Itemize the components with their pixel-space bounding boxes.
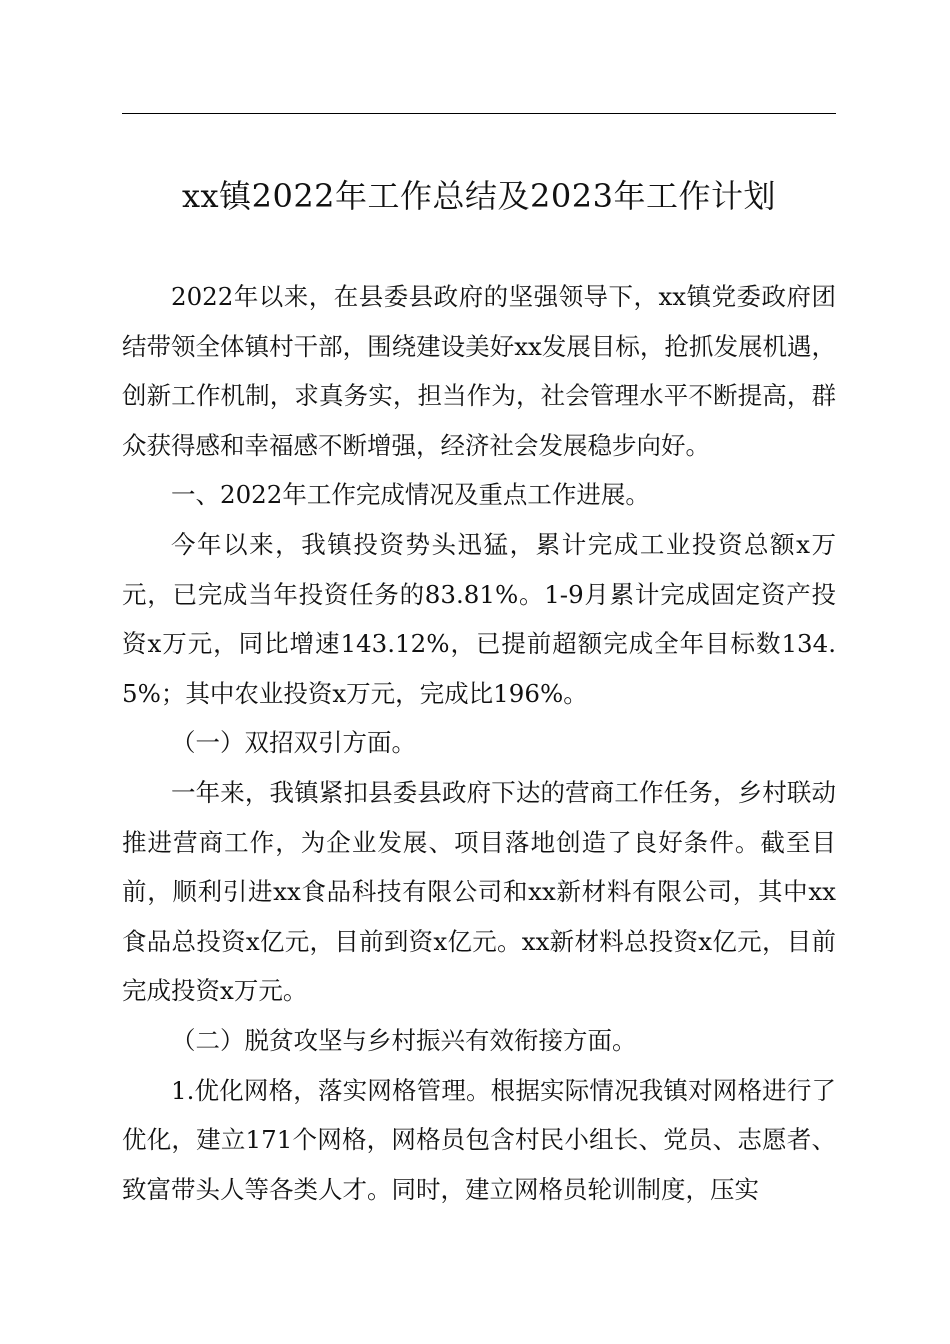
document-body <box>122 272 836 1214</box>
paragraph-intro: 2022年以来，在县委县政府的坚强领导下，xx镇党委政府团结带领全体镇村干部，围绕建设美好xx发展目标，抢抓发展机遇，创新工作机制，求真务实，担当作为，社会管理水平不断提高，群众获得感和幸福感不断增强，经济社会发展稳步向好。 <box>122 282 836 460</box>
paragraph-grid: 1.优化网格，落实网格管理。根据实际情况我镇对网格进行了优化，建立171个网格，网格员包含村民小组长、党员、志愿者、致富带头人等各类人才。同时，建立网格员轮训制度，压实 <box>122 1075 836 1204</box>
paragraph-investment: 今年以来，我镇投资势头迅猛，累计完成工业投资总额x万元，已完成当年投资任务的83.81%。1-9月累计完成固定资产投资x万元，同比增速143.12%，已提前超额完成全年目标数134.5%；其中农业投资x万元，完成比196%。 <box>122 529 836 708</box>
subsection-heading-2: （二）脱贫攻坚与乡村振兴有效衔接方面。 <box>171 1025 637 1055</box>
section-heading-1: 一、2022年工作完成情况及重点工作进展。 <box>171 480 650 510</box>
document-title: xx镇2022年工作总结及2023年工作计划 <box>182 177 776 215</box>
paragraph-business: 一年来，我镇紧扣县委县政府下达的营商工作任务，乡村联动推进营商工作，为企业发展、项目落地创造了良好条件。截至目前，顺利引进xx食品科技有限公司和xx新材料有限公司，其中xx食品总投资x亿元，目前到资x亿元。xx新材料总投资x亿元，目前完成投资x万元。 <box>122 777 836 1006</box>
subsection-heading-1: （一）双招双引方面。 <box>171 728 416 758</box>
header-rule <box>122 113 836 114</box>
